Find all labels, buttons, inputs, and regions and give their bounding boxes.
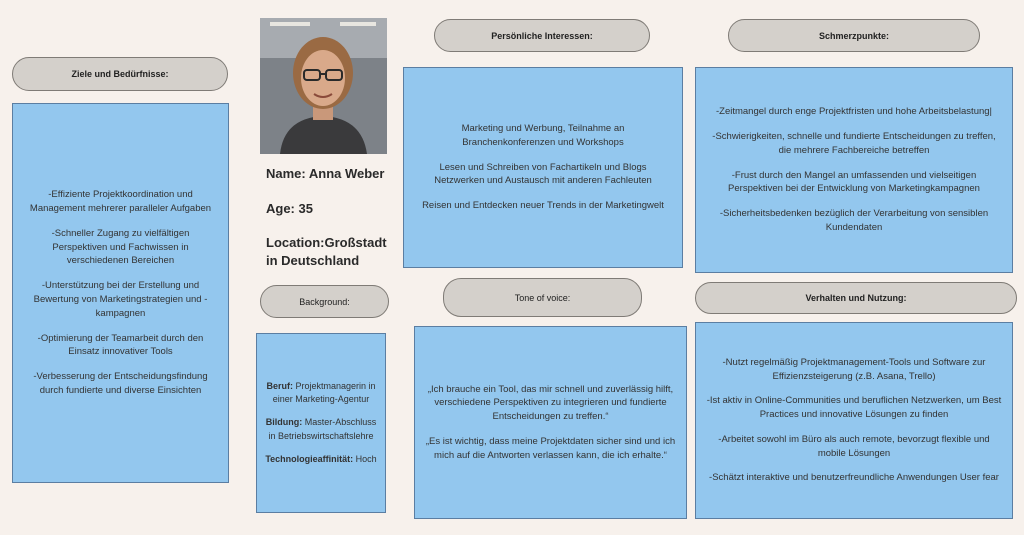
- background-value: Projektmanagerin in einer Marketing-Agentur: [272, 381, 376, 405]
- background-header: Background:: [260, 285, 389, 318]
- goals-card: [12, 103, 229, 483]
- background-value: Hoch: [353, 453, 377, 464]
- person-portrait-icon: [260, 18, 387, 154]
- pain-point-item: -Sicherheitsbedenken bezüglich der Verarbeitung von sensiblen Kundendaten: [719, 208, 989, 233]
- background-card: [256, 333, 386, 513]
- interests-header: Persönliche Interessen:: [434, 19, 650, 52]
- background-label: Bildung:: [265, 417, 303, 428]
- interests-card: [403, 67, 683, 268]
- pain-point-item: -Zeitmangel durch enge Projektfristen und hohe Arbeitsbelastung|: [715, 106, 993, 118]
- pain-points-header: Schmerzpunkte:: [728, 19, 980, 52]
- tone-card: [414, 326, 687, 519]
- persona-name: Name: Anna Weber: [266, 166, 385, 181]
- goals-item: -Unterstützung bei der Erstellung und Bewertung von Marketingstrategien und -kampagnen: [33, 280, 208, 319]
- interests-item: Reisen und Entdecken neuer Trends in der Marketingwelt: [422, 200, 664, 212]
- interests-item: Lesen und Schreiben von Fachartikeln und Blogs Netzwerken und Austausch mit anderen Fachleuten: [434, 161, 652, 187]
- portrait-svg: [260, 18, 387, 154]
- goals-item: -Effiziente Projektkoordination und Management mehrerer paralleler Aufgaben: [29, 189, 212, 215]
- background-row-beruf: [263, 380, 379, 406]
- behavior-item: -Arbeitet sowohl im Büro als auch remote, bevorzugt flexible und mobile Lösungen: [718, 433, 990, 459]
- tone-quote: „Ich brauche ein Tool, das mir schnell und zuverlässig hilft, verschiedene Perspektiven zu integrieren und fundierte Entscheidungen zu treffen.“: [427, 383, 674, 423]
- background-value: Master-Abschluss in Betriebswirtschaftslehre: [268, 417, 377, 441]
- persona-location: Location:Großstadt in Deutschland: [266, 235, 387, 268]
- background-label: Beruf:: [266, 381, 293, 392]
- tone-quote: „Es ist wichtig, dass meine Projektdaten sicher sind und ich mich auf die Antworten verlassen kann, die ich erhalte.“: [425, 435, 676, 461]
- goals-item: -Optimierung der Teamarbeit durch den Einsatz innovativer Tools: [37, 332, 204, 358]
- behavior-card: [695, 322, 1013, 519]
- goals-item: -Schneller Zugang zu vielfältigen Perspektiven und Fachwissen in verschiedenen Bereichen: [51, 227, 190, 267]
- pain-point-item: -Schwierigkeiten, schnelle und fundierte Entscheidungen zu treffen, die mehrere Fachbereiche betreffen: [712, 131, 996, 156]
- background-label: Technologieaffinität:: [265, 453, 354, 464]
- persona-age: Age: 35: [266, 201, 313, 216]
- behavior-item: -Ist aktiv in Online-Communities und beruflichen Netzwerken, um Best Practices und innovative Lösungen zu finden: [706, 395, 1002, 421]
- behavior-item: -Schätzt interaktive und benutzerfreundliche Anwendungen User fear: [709, 472, 999, 484]
- background-row-technologie: [265, 453, 376, 466]
- goals-header: Ziele und Bedürfnisse:: [12, 57, 228, 91]
- background-row-bildung: [263, 416, 379, 442]
- pain-points-card: [695, 67, 1013, 273]
- goals-item: -Verbesserung der Entscheidungsfindung durch fundierte und diverse Einsichten: [33, 371, 208, 396]
- pain-point-item: -Frust durch den Mangel an umfassenden und vielseitigen Perspektiven bei der Entwicklung von Marketingkampagnen: [728, 169, 980, 195]
- tone-header: Tone of voice:: [443, 278, 642, 317]
- behavior-header: Verhalten und Nutzung:: [695, 282, 1017, 314]
- behavior-item: -Nutzt regelmäßig Projektmanagement-Tools und Software zur Effizienzsteigerung (z.B. Asana, Trello): [722, 356, 986, 382]
- interests-item: Marketing und Werbung, Teilnahme an Branchenkonferenzen und Workshops: [461, 123, 625, 148]
